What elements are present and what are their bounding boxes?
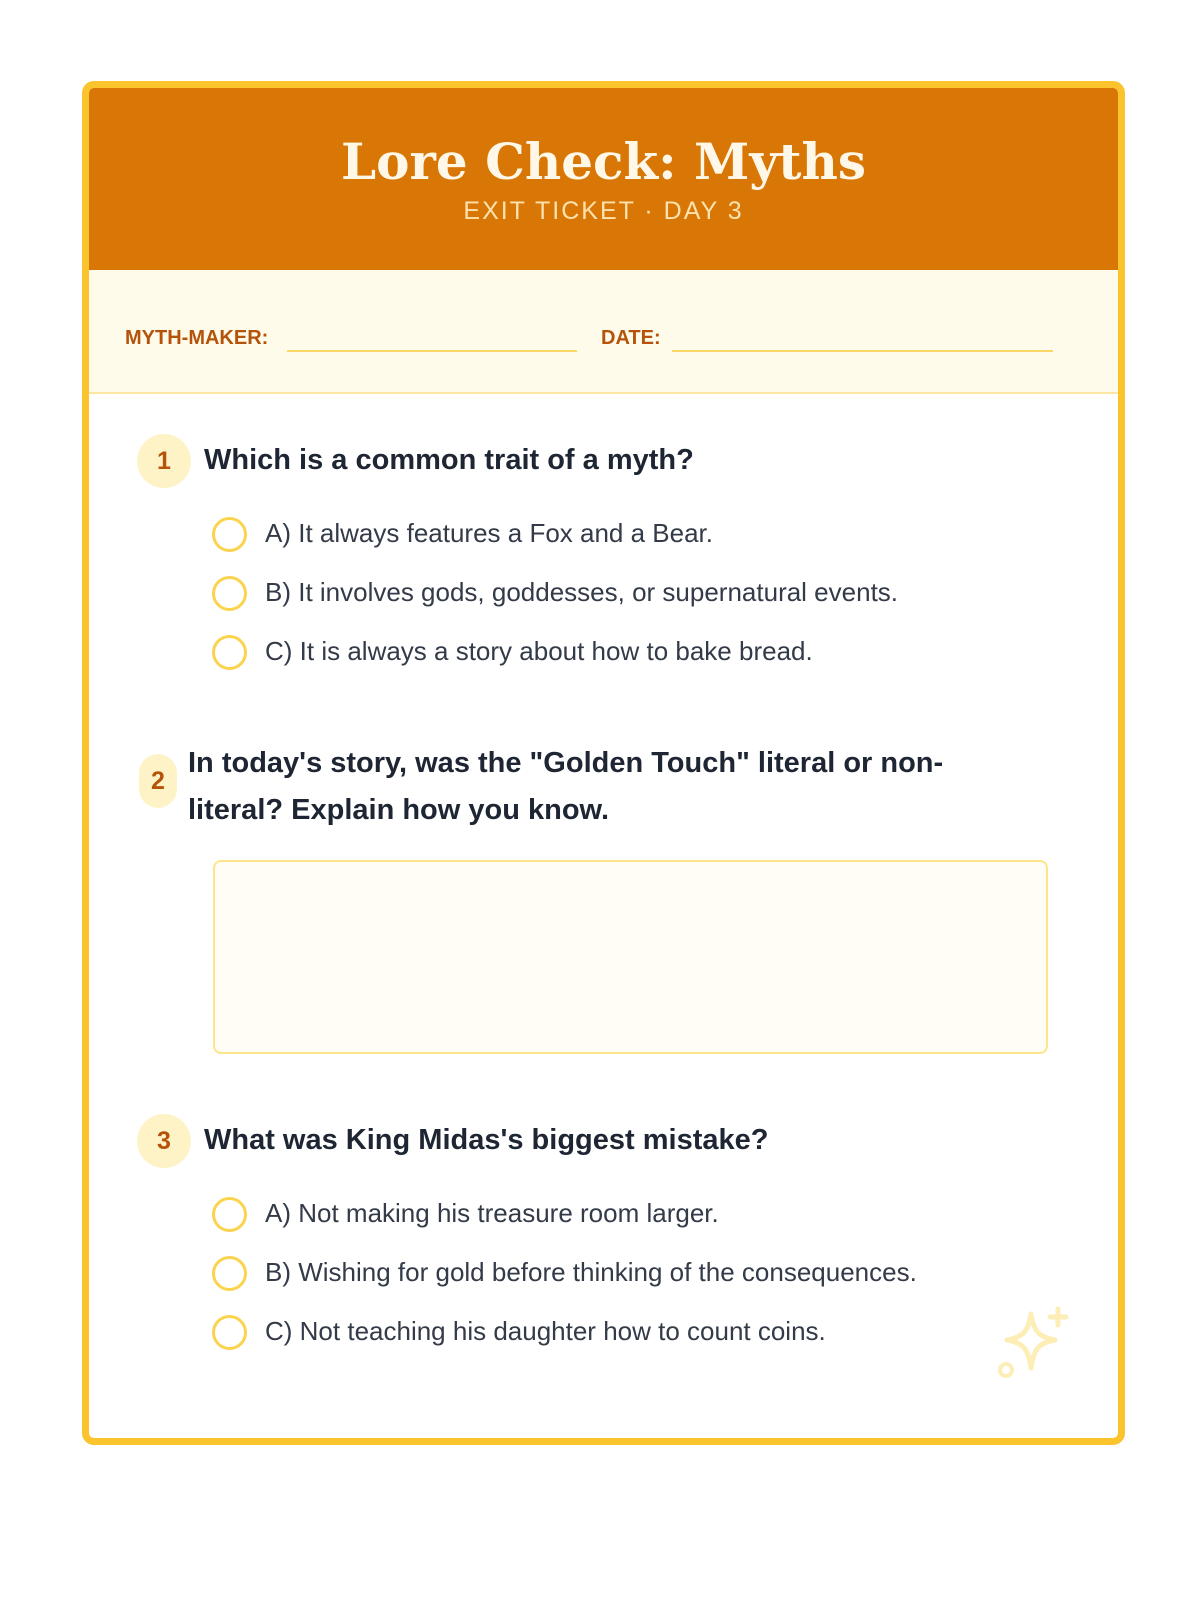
option-label: A) Not making his treasure room larger. xyxy=(265,1198,719,1228)
option-label: C) It is always a story about how to bake bread. xyxy=(265,636,813,666)
exit-ticket-card xyxy=(82,81,1125,1445)
radio-button[interactable] xyxy=(212,1315,247,1350)
date-label: DATE: xyxy=(601,327,661,349)
option-label: A) It always features a Fox and a Bear. xyxy=(265,518,714,548)
question-text: In today's story, was the "Golden Touch" literal or non-literal? Explain how you know. xyxy=(188,747,944,826)
option-label: B) Wishing for gold before thinking of the consequences. xyxy=(265,1257,917,1287)
ticket-header xyxy=(89,88,1118,270)
date-input-line[interactable] xyxy=(672,350,1053,352)
name-label: MYTH-MAKER: xyxy=(125,327,269,349)
sparkle-icon xyxy=(997,1306,1071,1380)
radio-button[interactable] xyxy=(212,1197,247,1232)
radio-button[interactable] xyxy=(212,517,247,552)
page-title: Lore Check: Myths xyxy=(341,132,866,191)
student-info-bar xyxy=(89,270,1118,394)
option-label: B) It involves gods, goddesses, or supernatural events. xyxy=(265,577,899,607)
radio-button[interactable] xyxy=(212,1256,247,1291)
question-text: Which is a common trait of a myth? xyxy=(204,444,694,476)
question-number-badge: 2 xyxy=(139,754,177,808)
question-number-badge: 1 xyxy=(137,434,191,488)
radio-button[interactable] xyxy=(212,576,247,611)
question-text: What was King Midas's biggest mistake? xyxy=(204,1124,769,1156)
answer-textarea[interactable] xyxy=(213,860,1048,1054)
page-subtitle: EXIT TICKET · DAY 3 xyxy=(463,197,744,225)
name-input-line[interactable] xyxy=(287,350,577,352)
question-number-badge: 3 xyxy=(137,1114,191,1168)
option-label: C) Not teaching his daughter how to count coins. xyxy=(265,1316,826,1346)
radio-button[interactable] xyxy=(212,635,247,670)
